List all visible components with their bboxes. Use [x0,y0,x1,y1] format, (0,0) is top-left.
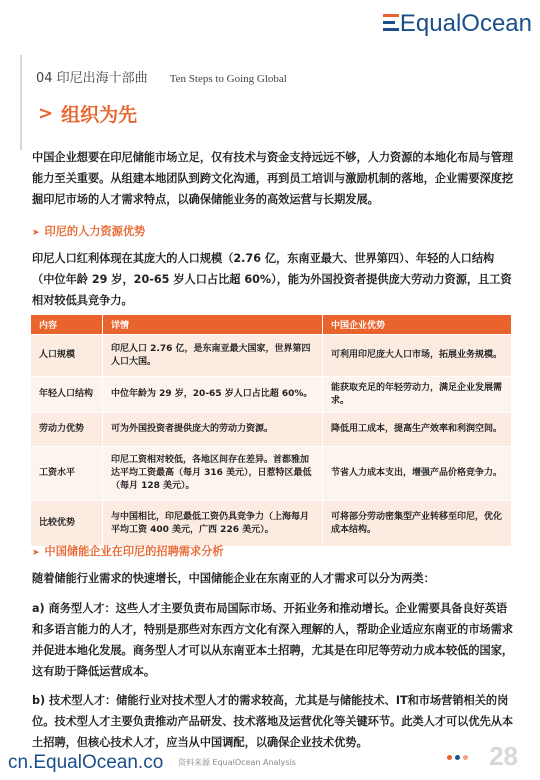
header-divider [20,55,22,150]
chapter-title-cn: 04 印尼出海十部曲 [36,71,148,86]
table-row [31,335,512,377]
table-cell: 可利用印尼庞大人口市场，拓展业务规模。 [323,335,512,377]
table-cell: 降低用工成本，提高生产效率和利润空间。 [323,413,512,447]
subheading-hr-advantage [32,223,145,239]
section-title [38,100,137,127]
chevron-right-icon: > [38,103,54,124]
table-row [31,377,512,413]
chapter-title-en: Ten Steps to Going Global [169,73,287,85]
table-cell: 可为外国投资者提供庞大的劳动力资源。 [103,413,323,447]
table-cell: 印尼人口 2.76 亿，是东南亚最大国家，世界第四人口大国。 [103,335,323,377]
chapter-heading [36,67,287,86]
equalocean-logo [383,10,532,38]
table-row [31,413,512,447]
decorative-dots-icon [447,755,468,760]
subheading-recruitment-text: 中国储能企业在印尼的招聘需求分析 [44,545,224,558]
logo-e-mark-icon [383,14,399,32]
table-header-advantage: 中国企业优势 [323,315,512,335]
logo-text: EqualOcean [399,10,532,37]
triangle-right-icon: ➤ [32,548,40,558]
table-cell: 节省人力成本支出，增强产品价格竞争力。 [323,447,512,501]
table-cell: 中位年龄为 29 岁，20-65 岁人口占比超 60%。 [103,377,323,413]
footer-source: 资料来源 EqualOcean Analysis [178,758,296,767]
technical-talent-paragraph: b) 技术型人才：储能行业对技术型人才的需求较高，尤其是与储能技术、IT和市场营销相关的岗位。技术型人才主要负责推动产品研发、技术落地及运营优化等关键环节。此类人才可以优先从本土招聘，但核心技术人才，应当从中国调配，以确保企业技术优势。 [32,694,514,749]
triangle-right-icon: ➤ [32,228,40,238]
table-cell: 比较优势 [31,501,103,547]
table-cell: 与中国相比，印尼最低工资仍具竞争力（上海每月平均工资 400 美元，广西 226 美元）。 [103,501,323,547]
table-row [31,447,512,501]
table-cell: 印尼工资相对较低，各地区间存在差异。首都雅加达平均工资最高（每月 316 美元），日惹特区最低（每月 128 美元）。 [103,447,323,501]
footer-site-link[interactable]: cn.EqualOcean.co [8,752,164,773]
table-header-details: 详情 [103,315,323,335]
table-header-content: 内容 [31,315,103,335]
table-cell: 年轻人口结构 [31,377,103,413]
table-header-row [31,315,512,335]
business-talent-paragraph: a) 商务型人才：这些人才主要负责布局国际市场、开拓业务和推动增长。企业需要具备良好英语和多语言能力的人才，特别是那些对东西方文化有深入理解的人，帮助企业适应东南亚的市场需求并促进本地化发展。商务型人才可以从东南亚本土招聘，尤其是在印尼等劳动力成本较低的国家，这有助于降低运营成本。 [32,602,514,678]
hr-advantage-table [30,314,512,547]
table-cell: 工资水平 [31,447,103,501]
table-cell: 人口规模 [31,335,103,377]
recruitment-intro-paragraph: 随着储能行业需求的快速增长，中国储能企业在东南亚的人才需求可以分为两类： [32,572,435,585]
subheading-recruitment [32,543,224,559]
table-cell: 劳动力优势 [31,413,103,447]
intro-paragraph: 中国企业想要在印尼储能市场立足，仅有技术与资金支持远远不够，人力资源的本地化布局与管理能力至关重要。从组建本地团队到跨文化沟通，再到员工培训与激励机制的落地，企业需要深度挖掘印尼市场的人才需求特点，以确保储能业务的高效运营与长期发展。 [32,151,514,206]
page-number: 28 [489,741,518,771]
subheading-hr-advantage-text: 印尼的人力资源优势 [44,225,146,238]
table-cell: 能获取充足的年轻劳动力，满足企业发展需求。 [323,377,512,413]
table-row [31,501,512,547]
table-cell: 可将部分劳动密集型产业转移至印尼，优化成本结构。 [323,501,512,547]
hr-advantage-paragraph: 印尼人口红利体现在其庞大的人口规模（2.76 亿，东南亚最大、世界第四）、年轻的人口结构（中位年龄 29 岁，20-65 岁人口占比超 60%），能为外国投资者提供庞大劳动力资源，且工资相对较低具竞争力。 [32,252,512,307]
section-title-text: 组织为先 [61,104,138,126]
